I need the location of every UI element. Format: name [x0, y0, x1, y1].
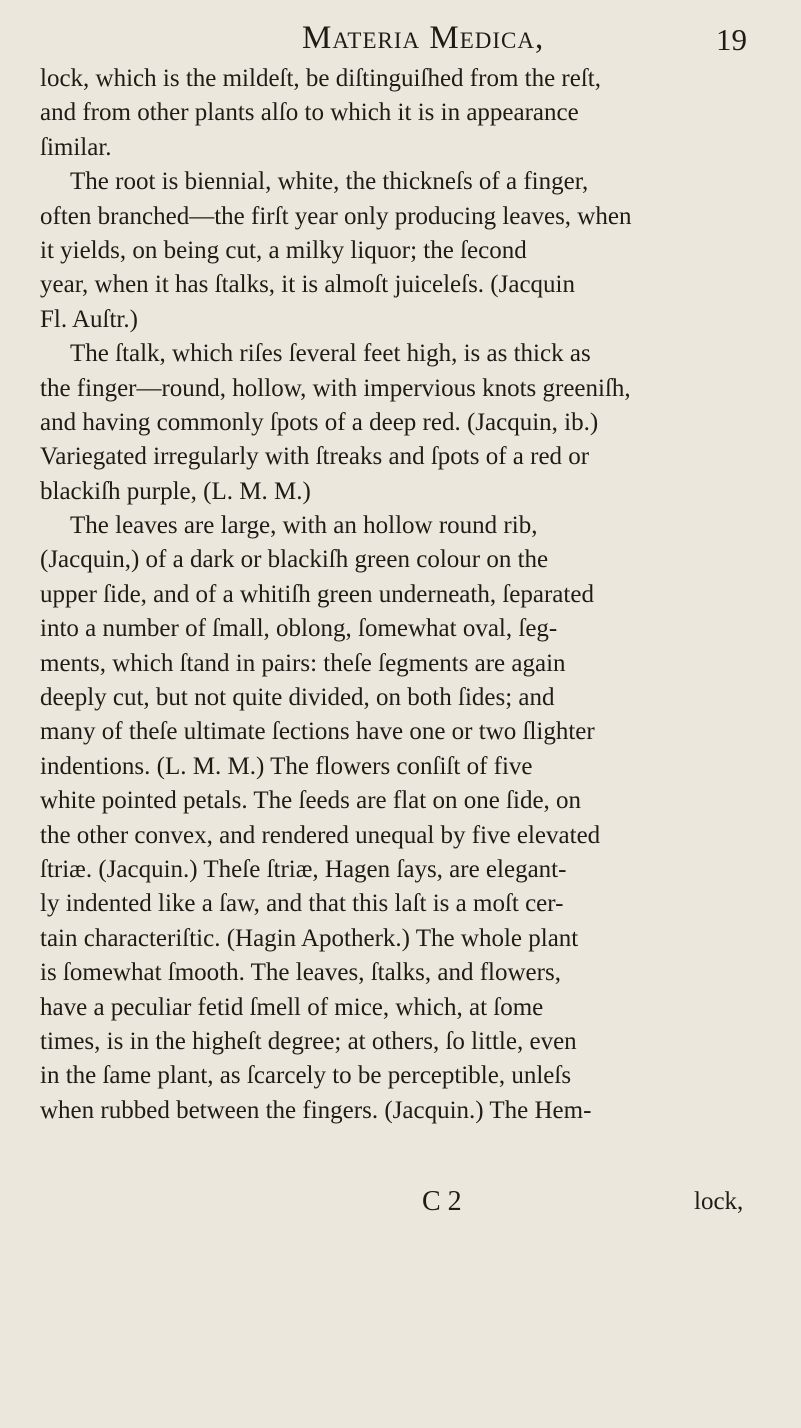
text-line: many of theſe ultimate ſections have one or two ſlighter	[40, 718, 595, 746]
text-line: tain characteriſtic. (Hagin Apotherk.) The whole plant	[40, 924, 579, 952]
text-line: when rubbed between the fingers. (Jacquin.) The Hem-	[40, 1096, 592, 1124]
text-line: and from other plants alſo to which it is in appearance	[40, 99, 579, 127]
text-line: have a peculiar fetid ſmell of mice, which, at ſome	[40, 993, 544, 1021]
paragraph	[40, 165, 764, 337]
text-line: and having commonly ſpots of a deep red. (Jacquin, ib.)	[40, 408, 599, 436]
body-text	[40, 62, 764, 1128]
text-line: Fl. Auſtr.)	[40, 305, 138, 333]
text-line: times, is in the higheſt degree; at others, ſo little, even	[40, 1027, 577, 1055]
text-line: is ſomewhat ſmooth. The leaves, ſtalks, and flowers,	[40, 959, 561, 987]
text-line: it yields, on being cut, a milky liquor; the ſecond	[40, 236, 527, 264]
text-line: upper ſide, and of a whitiſh green underneath, ſeparated	[40, 580, 594, 608]
text-line: the other convex, and rendered unequal by five elevated	[40, 821, 601, 849]
page-header	[0, 20, 801, 60]
signature-mark: C 2	[422, 1186, 462, 1217]
paragraph	[40, 509, 764, 1128]
text-line: Variegated irregularly with ſtreaks and ſpots of a red or	[40, 443, 590, 471]
text-line: (Jacquin,) of a dark or blackiſh green colour on the	[40, 546, 549, 574]
catchword: lock,	[694, 1188, 744, 1215]
text-line: The ſtalk, which riſes ſeveral feet high, is as thick as	[70, 340, 591, 368]
page-footer	[0, 1186, 801, 1222]
text-line: often branched—the firſt year only producing leaves, when	[40, 202, 632, 230]
running-title: Materia Medica,	[302, 20, 545, 56]
text-line: into a number of ſmall, oblong, ſomewhat oval, ſeg-	[40, 615, 558, 643]
paragraph	[40, 62, 764, 165]
text-line: ments, which ſtand in pairs: theſe ſegments are again	[40, 649, 566, 677]
text-line: white pointed petals. The ſeeds are flat on one ſide, on	[40, 787, 582, 815]
paragraph	[40, 337, 764, 509]
text-line: in the ſame plant, as ſcarcely to be perceptible, unleſs	[40, 1062, 572, 1090]
text-line: lock, which is the mildeſt, be diſtinguiſhed from the reſt,	[40, 65, 601, 92]
text-line: ſimilar.	[40, 133, 112, 161]
text-line: The root is biennial, white, the thickneſs of a finger,	[70, 168, 589, 196]
text-line: blackiſh purple, (L. M. M.)	[40, 477, 311, 505]
text-line: year, when it has ſtalks, it is almoſt juiceleſs. (Jacquin	[40, 271, 575, 299]
text-line: deeply cut, but not quite divided, on both ſides; and	[40, 684, 555, 712]
text-line: indentions. (L. M. M.) The flowers conſiſt of five	[40, 752, 533, 780]
text-line: ly indented like a ſaw, and that this laſt is a moſt cer-	[40, 890, 564, 918]
page-number: 19	[716, 22, 747, 57]
text-line: the finger—round, hollow, with impervious knots greeniſh,	[40, 374, 631, 402]
text-line: The leaves are large, with an hollow round rib,	[70, 512, 538, 540]
text-line: ſtriæ. (Jacquin.) Theſe ſtriæ, Hagen ſays, are elegant-	[40, 855, 567, 883]
